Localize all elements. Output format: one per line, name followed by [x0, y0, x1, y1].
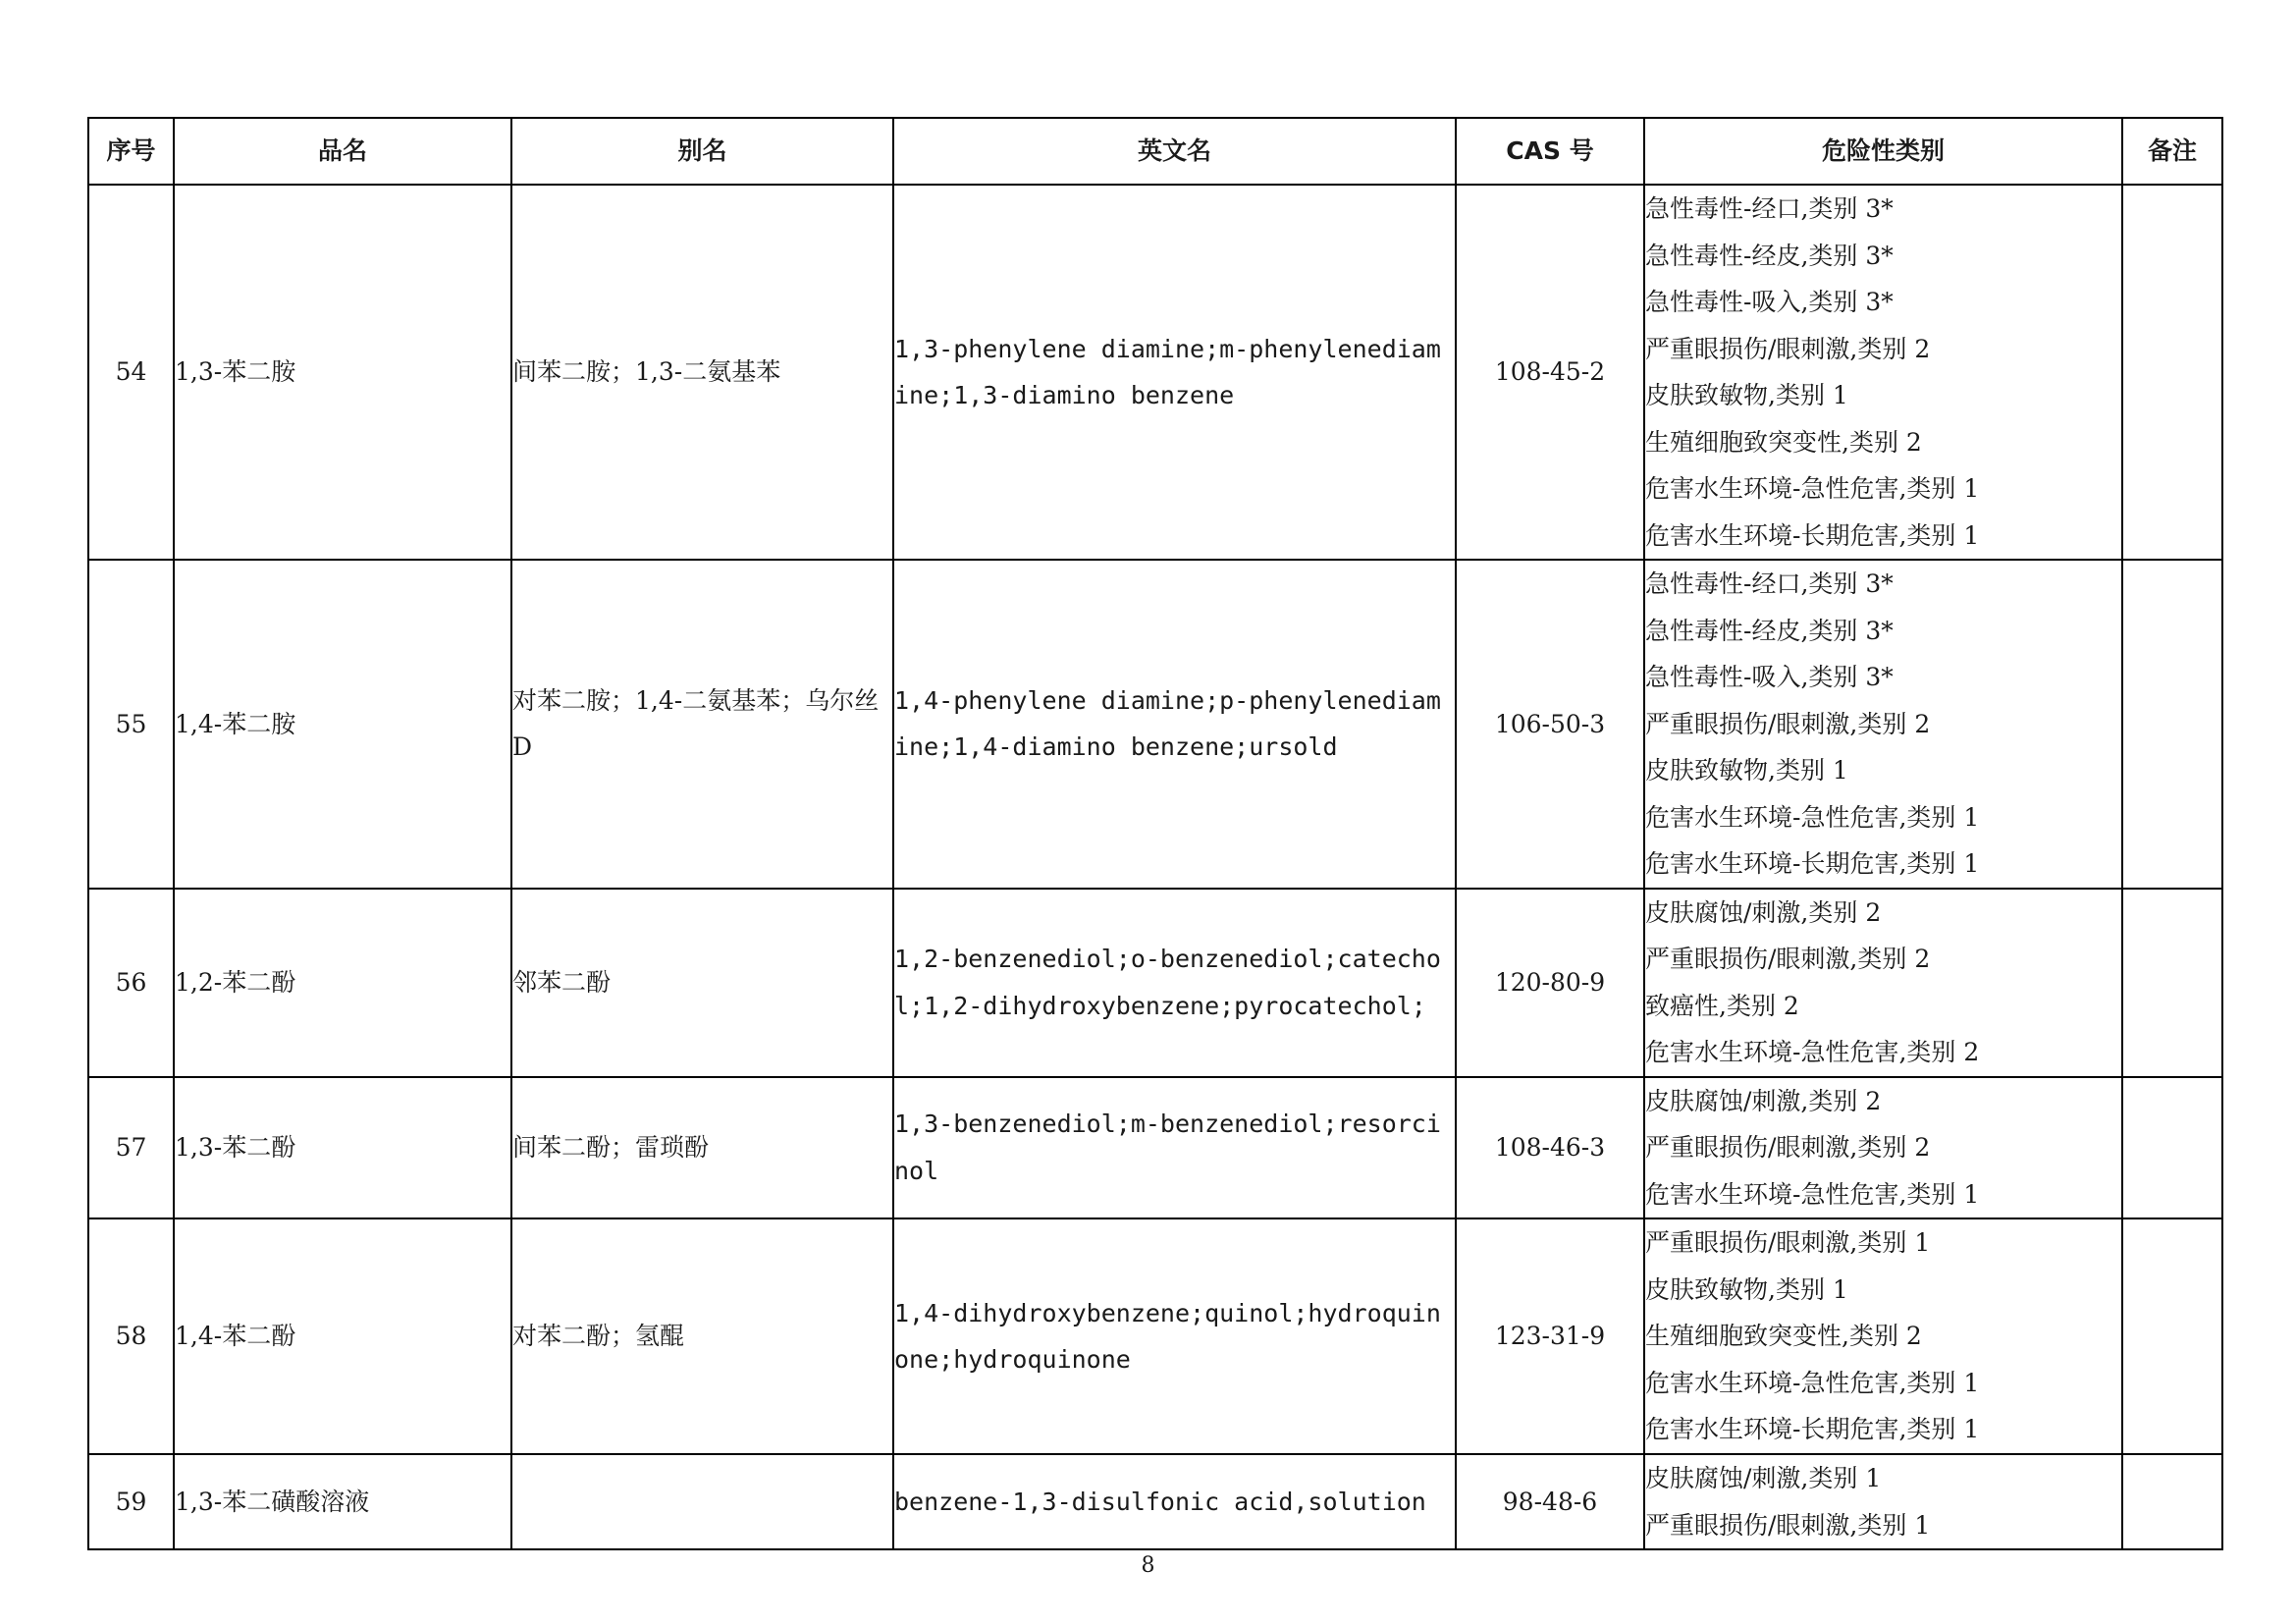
note-cell	[2122, 560, 2222, 889]
header-seq: 序号	[88, 118, 174, 185]
hazard-item: 急性毒性-经口,类别 3*	[1645, 194, 1894, 223]
hazard-class-cell	[1644, 1218, 2122, 1454]
alias-cell: 间苯二胺；1,3-二氨基苯	[511, 185, 893, 560]
alias-cell: 间苯二酚；雷琐酚	[511, 1077, 893, 1219]
hazard-item: 严重眼损伤/眼刺激,类别 2	[1645, 1133, 1931, 1162]
header-note: 备注	[2122, 118, 2222, 185]
hazard-item: 生殖细胞致突变性,类别 2	[1645, 427, 1922, 457]
hazard-class-cell	[1644, 185, 2122, 560]
english-name-cell: benzene-1,3-disulfonic acid,solution	[893, 1454, 1456, 1549]
seq-cell: 57	[88, 1077, 174, 1219]
english-name-cell: 1,2-benzenediol;o-benzenediol;catechol;1,2-dihydroxybenzene;pyrocatechol;	[893, 889, 1456, 1077]
hazard-item: 皮肤致敏物,类别 1	[1645, 1274, 1848, 1304]
alias-cell: 对苯二胺；1,4-二氨基苯；乌尔丝 D	[511, 560, 893, 889]
header-name: 品名	[174, 118, 511, 185]
hazard-item: 严重眼损伤/眼刺激,类别 1	[1645, 1228, 1931, 1258]
hazard-class-cell	[1644, 889, 2122, 1077]
header-row	[88, 118, 2222, 185]
hazard-item: 严重眼损伤/眼刺激,类别 2	[1645, 334, 1931, 363]
hazard-item: 皮肤腐蚀/刺激,类别 2	[1645, 1086, 1882, 1115]
alias-cell: 邻苯二酚	[511, 889, 893, 1077]
note-cell	[2122, 185, 2222, 560]
hazard-item: 危害水生环境-急性危害,类别 1	[1645, 802, 1980, 832]
page-number: 8	[1141, 1553, 1155, 1578]
table-row	[88, 889, 2222, 1077]
table-body	[88, 185, 2222, 1549]
hazard-item: 急性毒性-吸入,类别 3*	[1645, 288, 1894, 316]
table-header	[88, 118, 2222, 185]
hazard-item: 皮肤致敏物,类别 1	[1645, 381, 1848, 409]
header-alias: 别名	[511, 118, 893, 185]
name-cell: 1,3-苯二磺酸溶液	[174, 1454, 511, 1549]
table-row	[88, 560, 2222, 889]
hazard-item: 急性毒性-经口,类别 3*	[1645, 569, 1894, 598]
hazard-class-cell	[1644, 1077, 2122, 1219]
name-cell: 1,3-苯二胺	[174, 185, 511, 560]
note-cell	[2122, 1077, 2222, 1219]
hazard-item: 皮肤腐蚀/刺激,类别 2	[1645, 897, 1882, 927]
alias-cell: 对苯二酚；氢醌	[511, 1218, 893, 1454]
cas-cell: 98-48-6	[1456, 1454, 1644, 1549]
hazard-item: 危害水生环境-长期危害,类别 1	[1645, 849, 1980, 878]
table-row	[88, 185, 2222, 560]
note-cell	[2122, 1218, 2222, 1454]
name-cell: 1,4-苯二酚	[174, 1218, 511, 1454]
hazard-item: 急性毒性-经皮,类别 3*	[1645, 241, 1894, 270]
table-row	[88, 1454, 2222, 1549]
name-cell: 1,3-苯二酚	[174, 1077, 511, 1219]
seq-cell: 59	[88, 1454, 174, 1549]
hazard-item: 危害水生环境-急性危害,类别 1	[1645, 1368, 1980, 1397]
hazard-class-cell	[1644, 1454, 2122, 1549]
hazard-item: 急性毒性-吸入,类别 3*	[1645, 663, 1894, 691]
seq-cell: 54	[88, 185, 174, 560]
english-name-cell: 1,3-phenylene diamine;m-phenylenediamine;1,3-diamino benzene	[893, 185, 1456, 560]
hazard-item: 危害水生环境-急性危害,类别 1	[1645, 474, 1980, 503]
hazard-item: 皮肤致敏物,类别 1	[1645, 756, 1848, 785]
seq-cell: 56	[88, 889, 174, 1077]
header-cas: CAS 号	[1456, 118, 1644, 185]
header-english-name: 英文名	[893, 118, 1456, 185]
hazard-item: 严重眼损伤/眼刺激,类别 2	[1645, 945, 1931, 973]
hazard-table	[87, 117, 2223, 1550]
cas-cell: 108-46-3	[1456, 1077, 1644, 1219]
english-name-cell: 1,3-benzenediol;m-benzenediol;resorcinol	[893, 1077, 1456, 1219]
hazard-item: 危害水生环境-长期危害,类别 1	[1645, 520, 1980, 550]
table-row	[88, 1077, 2222, 1219]
hazard-item: 急性毒性-经皮,类别 3*	[1645, 616, 1894, 645]
cas-cell: 108-45-2	[1456, 185, 1644, 560]
cas-cell: 123-31-9	[1456, 1218, 1644, 1454]
hazard-item: 严重眼损伤/眼刺激,类别 2	[1645, 709, 1931, 738]
cas-cell: 106-50-3	[1456, 560, 1644, 889]
cas-cell: 120-80-9	[1456, 889, 1644, 1077]
hazard-item: 皮肤腐蚀/刺激,类别 1	[1645, 1464, 1882, 1492]
english-name-cell: 1,4-dihydroxybenzene;quinol;hydroquinone;hydroquinone	[893, 1218, 1456, 1454]
hazard-item: 危害水生环境-长期危害,类别 1	[1645, 1415, 1980, 1444]
seq-cell: 58	[88, 1218, 174, 1454]
note-cell	[2122, 1454, 2222, 1549]
note-cell	[2122, 889, 2222, 1077]
hazard-item: 严重眼损伤/眼刺激,类别 1	[1645, 1510, 1931, 1540]
header-hazard-class: 危险性类别	[1644, 118, 2122, 185]
hazard-item: 危害水生环境-急性危害,类别 1	[1645, 1179, 1980, 1209]
hazard-class-cell	[1644, 560, 2122, 889]
alias-cell	[511, 1454, 893, 1549]
table-row	[88, 1218, 2222, 1454]
name-cell: 1,4-苯二胺	[174, 560, 511, 889]
hazard-item: 致癌性,类别 2	[1645, 991, 1799, 1020]
english-name-cell: 1,4-phenylene diamine;p-phenylenediamine;1,4-diamino benzene;ursold	[893, 560, 1456, 889]
hazard-item: 生殖细胞致突变性,类别 2	[1645, 1322, 1922, 1351]
hazard-item: 危害水生环境-急性危害,类别 2	[1645, 1038, 1980, 1066]
name-cell: 1,2-苯二酚	[174, 889, 511, 1077]
seq-cell: 55	[88, 560, 174, 889]
